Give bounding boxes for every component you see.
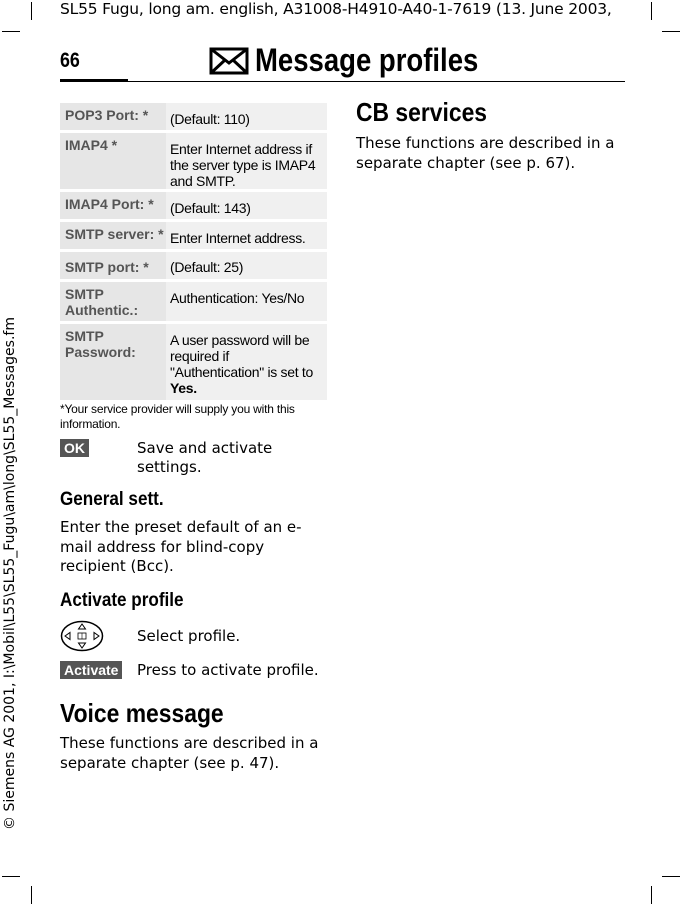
crop-mark xyxy=(651,2,652,20)
voice-message-text: These functions are described in a separate chapter (see p. 47). xyxy=(60,734,319,772)
side-copyright-text: © Siemens AG 2001, I:\Mobil\L55\SL55_Fugu\am\long\SL55_Messages.fm xyxy=(2,317,18,830)
title-rule xyxy=(128,81,625,82)
table-key: SMTP port: * xyxy=(65,259,149,275)
running-head: SL55 Fugu, long am. english, A31008-H4910-A40-1-7619 (13. June 2003, xyxy=(60,0,612,18)
page-number-underline xyxy=(60,79,128,82)
page-title xyxy=(209,42,515,79)
settings-table xyxy=(60,103,327,403)
table-key: POP3 Port: * xyxy=(65,107,149,123)
navigation-key-icon[interactable] xyxy=(60,620,104,652)
activate-profile-heading: Activate profile xyxy=(60,590,184,611)
table-row xyxy=(60,192,327,219)
table-row xyxy=(60,103,327,130)
table-row xyxy=(60,282,327,321)
table-key: IMAP4 Port: * xyxy=(65,196,154,212)
table-row xyxy=(60,324,327,400)
nav-key-description: Select profile. xyxy=(137,627,241,645)
crop-mark xyxy=(662,31,680,32)
activate-key-description: Press to activate profile. xyxy=(137,661,319,679)
envelope-icon xyxy=(209,45,249,77)
table-key: SMTP Authentic.: xyxy=(65,286,139,318)
table-key: IMAP4 * xyxy=(65,137,118,153)
cb-services-heading: CB services xyxy=(356,97,488,127)
crop-mark xyxy=(2,31,20,32)
crop-mark xyxy=(31,886,32,904)
cb-services-text: These functions are described in a separate chapter (see p. 67). xyxy=(356,134,615,172)
table-value-text: A user password will be required if "Authentication" is set to xyxy=(170,332,314,380)
crop-mark xyxy=(31,2,32,20)
table-value: (Default: 143) xyxy=(166,192,327,219)
table-key: SMTP Password: xyxy=(65,328,136,360)
page-title-text: Message profiles xyxy=(255,42,479,78)
table-row xyxy=(60,252,327,279)
crop-mark xyxy=(651,886,652,904)
ok-key-row xyxy=(60,439,273,476)
table-value xyxy=(166,324,327,400)
activate-softkey[interactable]: Activate xyxy=(60,661,122,679)
table-footnote: *Your service provider will supply you with this information. xyxy=(60,402,295,431)
table-row xyxy=(60,133,327,189)
activate-key-row xyxy=(60,661,319,679)
ok-key-description: Save and activate settings. xyxy=(137,439,273,476)
table-value: (Default: 110) xyxy=(166,103,327,130)
table-value-bold: Yes. xyxy=(170,380,197,396)
table-value: Enter Internet address. xyxy=(166,222,327,249)
page-number: 66 xyxy=(60,49,80,72)
crop-mark xyxy=(662,876,680,877)
table-value: (Default: 25) xyxy=(166,252,327,279)
table-value: Enter Internet address if the server type is IMAP4 and SMTP. xyxy=(166,133,327,189)
voice-message-heading: Voice message xyxy=(60,698,224,728)
nav-key-row xyxy=(60,620,241,652)
ok-softkey[interactable]: OK xyxy=(60,439,89,457)
table-value: Authentication: Yes/No xyxy=(166,282,327,321)
general-sett-text: Enter the preset default of an e-mail address for blind-copy recipient (Bcc). xyxy=(60,518,302,575)
general-sett-heading: General sett. xyxy=(60,489,164,510)
table-row xyxy=(60,222,327,249)
table-key: SMTP server: * xyxy=(65,226,164,242)
crop-mark xyxy=(2,876,20,877)
